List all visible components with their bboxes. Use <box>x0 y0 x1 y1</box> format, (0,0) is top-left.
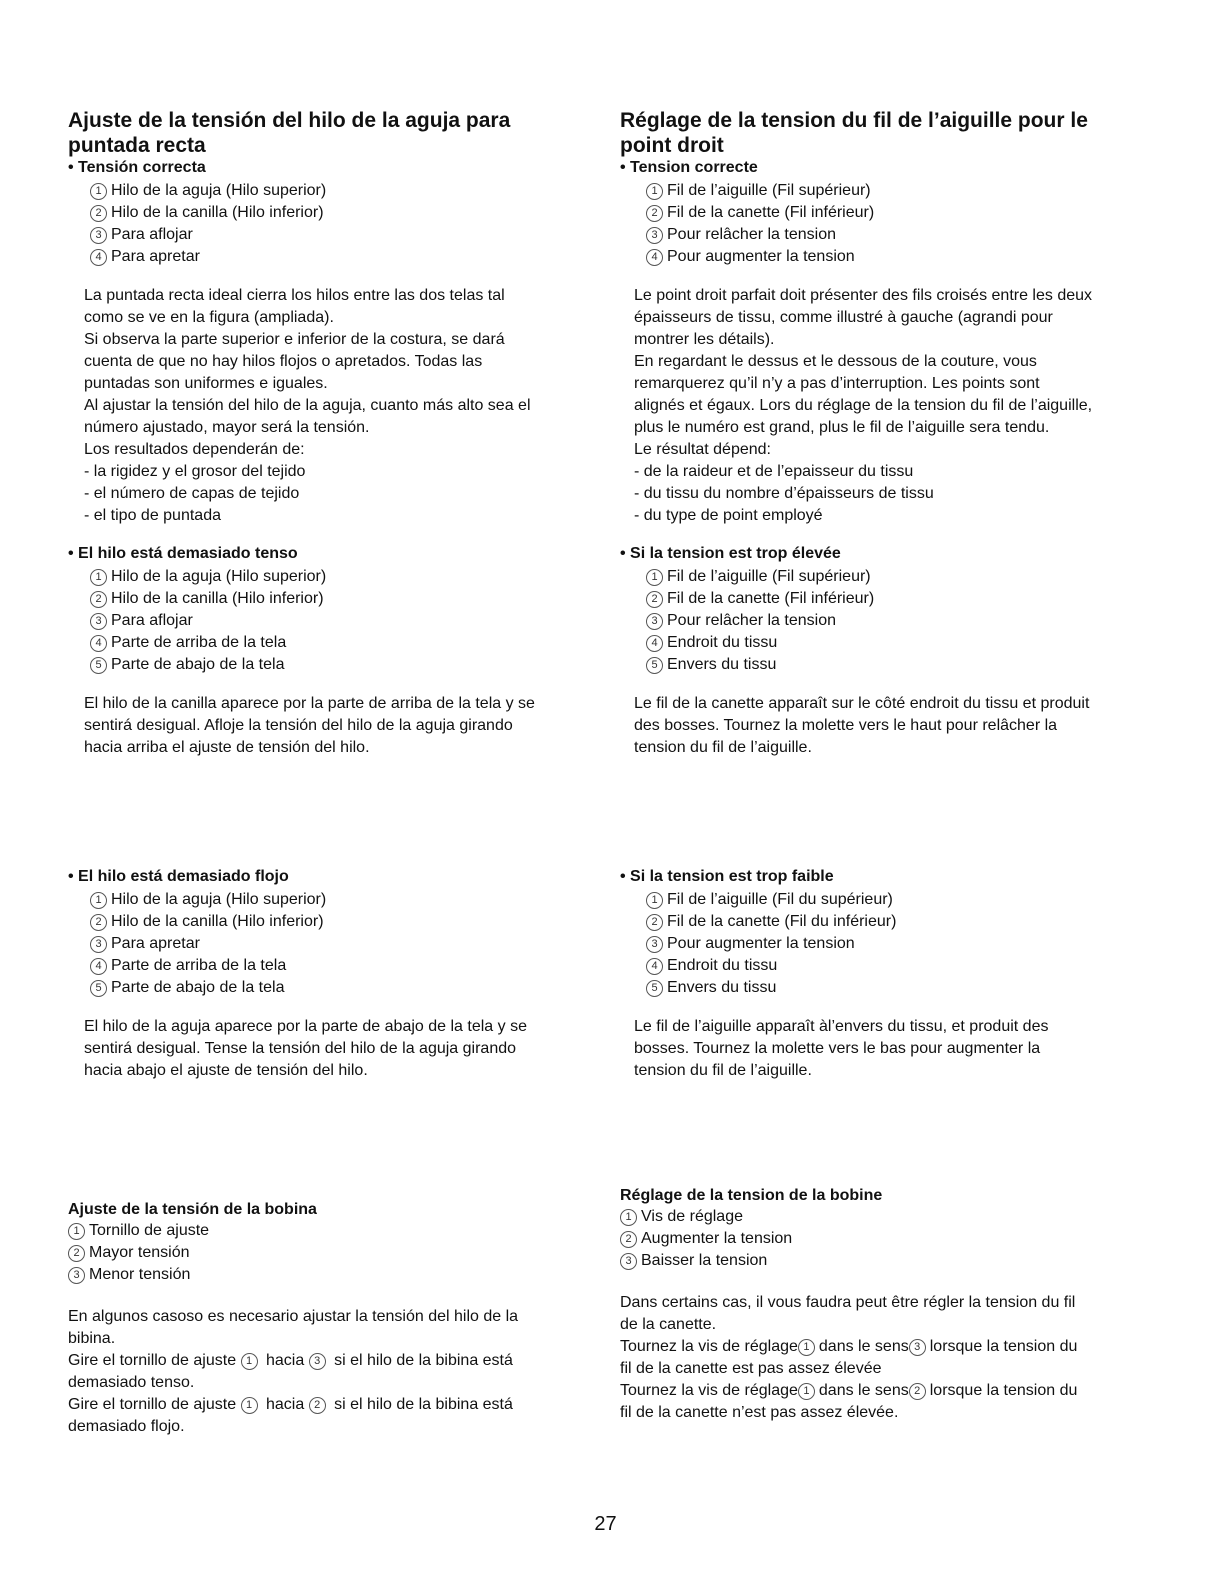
circled-number: 5 <box>646 657 663 674</box>
es-loose-block <box>68 867 598 1082</box>
fr-loose-text: Le fil de l’aiguille apparaît àl’envers du tissu, et produit des bosses. Tournez la molette vers le bas pour augmenter la tension du fil de l’aiguille. <box>634 1018 1049 1079</box>
fr-bobbin-block <box>620 1186 1180 1424</box>
circled-number: 2 <box>90 205 107 222</box>
list-item: 3 Para aflojar <box>90 610 598 632</box>
circled-number: 3 <box>620 1253 637 1270</box>
list-item: 4 Parte de arriba de la tela <box>90 955 598 977</box>
es-bobbin-list <box>68 1220 598 1286</box>
es-correct-label: • Tensión correcta <box>68 158 588 178</box>
circled-number: 1 <box>241 1397 258 1414</box>
fr-title: Réglage de la tension du fil de l’aiguille pour le point droit <box>620 109 1088 157</box>
circled-number: 1 <box>798 1339 815 1356</box>
fr-bobbin-text-2: Tournez la vis de réglage 1 dans le sens 3 lorsque la tension du fil de la canette est pas assez élevée <box>620 1338 1078 1377</box>
list-item: 2 Fil de la canette (Fil inférieur) <box>646 202 1180 224</box>
fr-tight-block <box>620 544 1180 759</box>
list-item: 3 Baisser la tension <box>620 1250 1180 1272</box>
list-item: 2 Fil de la canette (Fil du inférieur) <box>646 911 1180 933</box>
list-item: 2 Hilo de la canilla (Hilo inferior) <box>90 911 598 933</box>
circled-number: 1 <box>90 892 107 909</box>
fr-tight-label: • Si la tension est trop élevée <box>620 544 1180 564</box>
circled-number: 3 <box>646 227 663 244</box>
list-item: 1 Fil de l’aiguille (Fil du supérieur) <box>646 889 1180 911</box>
circled-number: 1 <box>646 569 663 586</box>
fr-loose-block <box>620 867 1180 1082</box>
circled-number: 3 <box>309 1353 326 1370</box>
fr-loose-label: • Si la tension est trop faible <box>620 867 1180 887</box>
list-item: 5 Parte de abajo de la tela <box>90 654 598 676</box>
circled-number: 5 <box>90 657 107 674</box>
fr-tight-list <box>646 566 1180 676</box>
list-item: 2 Augmenter la tension <box>620 1228 1180 1250</box>
page-number: 27 <box>594 1513 617 1535</box>
list-item: 3 Para aflojar <box>90 224 588 246</box>
circled-number: 1 <box>620 1209 637 1226</box>
list-item: 3 Pour augmenter la tension <box>646 933 1180 955</box>
circled-number: 2 <box>68 1245 85 1262</box>
list-item: 2 Fil de la canette (Fil inférieur) <box>646 588 1180 610</box>
circled-number: 4 <box>646 249 663 266</box>
es-bobbin-text-2: Gire el tornillo de ajuste 1 hacia 3 si el hilo de la bibina está demasiado tenso. <box>68 1352 513 1391</box>
fr-bobbin-text-3: Tournez la vis de réglage 1 dans le sens 2 lorsque la tension du fil de la canette n’est pas assez élevée. <box>620 1382 1078 1421</box>
circled-number: 4 <box>90 635 107 652</box>
list-item: 1 Hilo de la aguja (Hilo superior) <box>90 180 588 202</box>
fr-bobbin-list <box>620 1206 1180 1272</box>
fr-tight-text: Le fil de la canette apparaît sur le côté endroit du tissu et produit des bosses. Tournez la molette vers le haut pour relâcher la tension du fil de l’aiguille. <box>634 695 1090 756</box>
es-loose-label: • El hilo está demasiado flojo <box>68 867 598 887</box>
circled-number: 4 <box>90 249 107 266</box>
fr-loose-list <box>646 889 1180 999</box>
list-item: 2 Mayor tensión <box>68 1242 598 1264</box>
circled-number: 3 <box>90 227 107 244</box>
circled-number: 5 <box>90 980 107 997</box>
list-item: 1 Hilo de la aguja (Hilo superior) <box>90 889 598 911</box>
list-item: 3 Para apretar <box>90 933 598 955</box>
fr-correct-list <box>646 180 1180 268</box>
es-bobbin-text-3: Gire el tornillo de ajuste 1 hacia 2 si el hilo de la bibina está demasiado flojo. <box>68 1396 513 1435</box>
list-item: 2 Hilo de la canilla (Hilo inferior) <box>90 202 588 224</box>
fr-correct-block <box>620 158 1180 527</box>
list-item: 3 Pour relâcher la tension <box>646 610 1180 632</box>
list-item: 5 Envers du tissu <box>646 977 1180 999</box>
circled-number: 2 <box>646 205 663 222</box>
es-bobbin-text-1: En algunos casoso es necesario ajustar la tensión del hilo de la bibina. <box>68 1308 519 1347</box>
es-tight-list <box>90 566 598 676</box>
circled-number: 3 <box>646 613 663 630</box>
es-loose-text: El hilo de la aguja aparece por la parte de abajo de la tela y se sentirá desigual. Tense la tensión del hilo de la aguja girando hacia abajo el ajuste de tensión del hilo. <box>84 1018 527 1079</box>
es-correct-block <box>68 158 588 527</box>
list-item: 1 Vis de réglage <box>620 1206 1180 1228</box>
list-item: 1 Fil de l’aiguille (Fil supérieur) <box>646 180 1180 202</box>
circled-number: 1 <box>646 892 663 909</box>
es-tight-text: El hilo de la canilla aparece por la parte de arriba de la tela y se sentirá desigual. Afloje la tensión del hilo de la aguja girando hacia arriba el ajuste de tensión del hilo. <box>84 695 535 756</box>
list-item: 3 Menor tensión <box>68 1264 598 1286</box>
es-loose-list <box>90 889 598 999</box>
list-item: 1 Hilo de la aguja (Hilo superior) <box>90 566 598 588</box>
circled-number: 5 <box>646 980 663 997</box>
fr-bobbin-text-1: Dans certains cas, il vous faudra peut être régler la tension du fil de la canette. <box>620 1294 1076 1333</box>
circled-number: 2 <box>309 1397 326 1414</box>
circled-number: 1 <box>241 1353 258 1370</box>
circled-number: 1 <box>68 1223 85 1240</box>
list-item: 4 Para apretar <box>90 246 588 268</box>
circled-number: 1 <box>90 183 107 200</box>
list-item: 4 Endroit du tissu <box>646 632 1180 654</box>
circled-number: 4 <box>90 958 107 975</box>
list-item: 2 Hilo de la canilla (Hilo inferior) <box>90 588 598 610</box>
es-bobbin-block <box>68 1200 598 1438</box>
list-item: 4 Parte de arriba de la tela <box>90 632 598 654</box>
circled-number: 1 <box>798 1383 815 1400</box>
circled-number: 2 <box>90 914 107 931</box>
list-item: 3 Pour relâcher la tension <box>646 224 1180 246</box>
es-title: Ajuste de la tensión del hilo de la aguja para puntada recta <box>68 109 511 157</box>
es-section-heading <box>68 108 568 158</box>
es-tight-label: • El hilo está demasiado tenso <box>68 544 598 564</box>
circled-number: 2 <box>909 1383 926 1400</box>
circled-number: 2 <box>646 591 663 608</box>
list-item: 5 Envers du tissu <box>646 654 1180 676</box>
fr-bobbin-title: Réglage de la tension de la bobine <box>620 1187 883 1204</box>
list-item: 1 Tornillo de ajuste <box>68 1220 598 1242</box>
circled-number: 1 <box>90 569 107 586</box>
list-item: 4 Endroit du tissu <box>646 955 1180 977</box>
fr-correct-text: Le point droit parfait doit présenter des fils croisés entre les deux épaisseurs de tissu, comme illustré à gauche (agrandi pour montrer les détails). En regardant le dessus et le dessous de la couture, vous remarquerez qu’il n’y a pas d’interruption. Les points sont alignés et égaux. Lors du réglage de la tension du fil de l’aiguille, plus le numéro est grand, plus le fil de l’aiguille sera tendu. Le résultat dépend: - de la raideur et de l’epaisseur du tissu - du tissu du nombre d’épaisseurs de tissu - du type de point employé <box>634 287 1093 524</box>
circled-number: 3 <box>90 936 107 953</box>
circled-number: 2 <box>90 591 107 608</box>
es-bobbin-title: Ajuste de la tensión de la bobina <box>68 1201 317 1218</box>
list-item: 4 Pour augmenter la tension <box>646 246 1180 268</box>
circled-number: 4 <box>646 635 663 652</box>
circled-number: 3 <box>90 613 107 630</box>
list-item: 5 Parte de abajo de la tela <box>90 977 598 999</box>
circled-number: 3 <box>646 936 663 953</box>
circled-number: 1 <box>646 183 663 200</box>
es-tight-block <box>68 544 598 759</box>
circled-number: 4 <box>646 958 663 975</box>
circled-number: 3 <box>68 1267 85 1284</box>
fr-section-heading <box>620 108 1110 158</box>
fr-correct-label: • Tension correcte <box>620 158 1180 178</box>
es-correct-text: La puntada recta ideal cierra los hilos entre las dos telas tal como se ve en la figura (ampliada). Si observa la parte superior e inferior de la costura, se dará cuenta de que no hay hilos flojos o apretados. Todas las puntadas son uniformes e iguales. Al ajustar la tensión del hilo de la aguja, cuanto más alto sea el número ajustado, mayor será la tensión. Los resultados dependerán de: - la rigidez y el grosor del tejido - el número de capas de tejido - el tipo de puntada <box>84 287 531 524</box>
circled-number: 2 <box>620 1231 637 1248</box>
circled-number: 3 <box>909 1339 926 1356</box>
list-item: 1 Fil de l’aiguille (Fil supérieur) <box>646 566 1180 588</box>
circled-number: 2 <box>646 914 663 931</box>
es-correct-list <box>90 180 588 268</box>
